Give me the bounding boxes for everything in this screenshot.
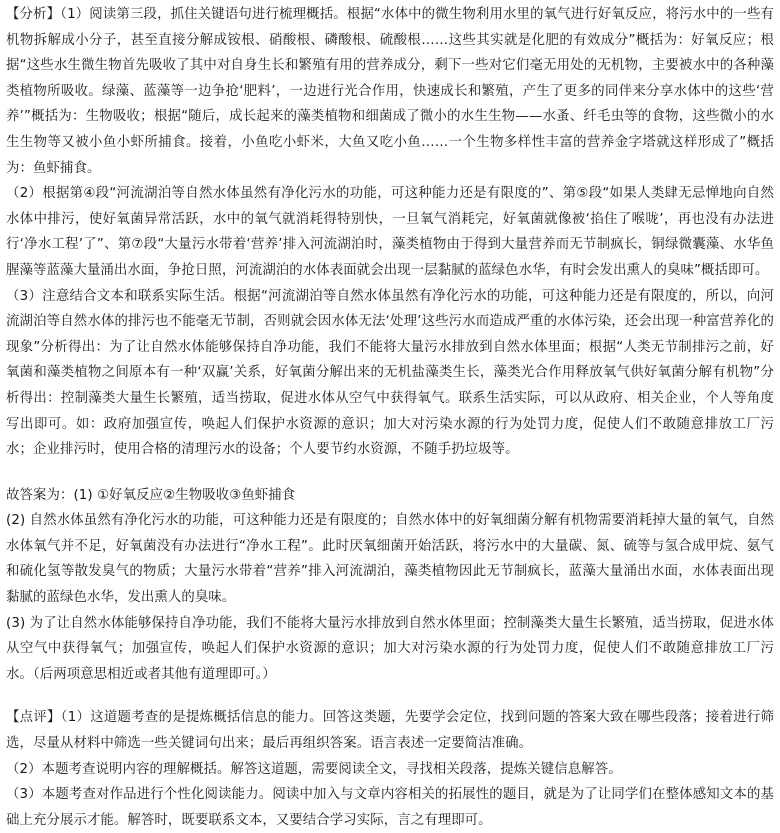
analysis-section [6,2,774,463]
answer-paragraph-3: (3) 为了让自然水体能够保持自净功能，我们不能将大量污水排放到自然水体里面；控制藻类大量生长繁殖，适当捞取，促进水体从空气中获得氧气；加强宣传，唤起人们保护水资源的意识；加大对污染水源的行为处罚力度，促使人们不敢随意排放工厂污水。（后两项意思相近或者其他有道理即可。） [6,615,774,682]
section-divider [6,463,774,483]
answer-section [6,483,774,688]
comment-paragraph-2: （2）本题考查说明内容的理解概括。解答这道题，需要阅读全文，寻找相关段落，提炼关键信息解答。 [6,761,622,777]
comment-section [6,705,774,833]
answer-paragraph-2: (2) 自然水体虽然有净化污水的功能，可这种能力还是有限度的；自然水体中的好氧细菌分解有机物需要消耗掉大量的氧气，自然水体氧气并不足，好氧菌没有办法进行“净水工程”。此时厌氧细菌开始活跃，将污水中的大量碳、氮、硫等与氢合成甲烷、氨气和硫化氢等散发臭气的物质；大量污水带着“营养”排入河流湖泊，藻类植物因此无节制疯长，蓝藻大量涌出水面，水体表面出现黏腻的蓝绿色水华，发出熏人的臭味。 [6,513,774,606]
answer-paragraph-1: 故答案为：(1) ①好氧反应②生物吸收③鱼虾捕食 [6,487,296,503]
comment-paragraph-1: 【点评】（1）这道题考查的是提炼概括信息的能力。回答这类题，先要学会定位，找到问题的答案大致在哪些段落；接着进行筛选，尽量从材料中筛选一些关键词句出来；最后再组织答案。语言表述一定要简洁准确。 [6,710,774,752]
comment-paragraph-3: （3）本题考查对作品进行个性化阅读能力。阅读中加入与文章内容相关的拓展性的题目，就是为了让同学们在整体感知文本的基础上充分展示才能。解答时，既要联系文本，又要结合学习实际，言之有理即可。 [6,787,774,828]
analysis-paragraph-1: 【分析】（1）阅读第三段，抓住关键语句进行梳理概括。根据“水体中的微生物利用水里的氧气进行好氧反应，将污水中的一些有机物拆解成小分子，甚至直接分解成铵根、硝酸根、磷酸根、硫酸根……这些其实就是化肥的有效成分”概括为：好氧反应；根据“这些水生微生物首先吸收了其中对自身生长和繁殖有用的营养成分，剩下一些对它们毫无用处的无机物，主要被水中的各种藻类植物所吸收。绿藻、蓝藻等一边争抢‘肥料’，一边进行光合作用，快速成长和繁殖，产生了更多的同伴来分享水体中的这些‘营养’”概括为：生物吸收；根据“随后，成长起来的藻类植物和细菌成了微小的水生生物——水蚤、纤毛虫等的食物，这些微小的水生生物等又被小鱼小虾所捕食。接着，小鱼吃小虾米，大鱼又吃小鱼……一个生物多样性丰富的营养金字塔就这样形成了”概括为：鱼虾捕食。 [6,7,774,176]
analysis-paragraph-3: （3）注意结合文本和联系实际生活。根据“河流湖泊等自然水体虽然有净化污水的功能，可这种能力还是有限度的，所以，向河流湖泊等自然水体的排污也不能毫无节制，否则就会因水体无法‘处理’这些污水而造成严重的水体污染，还会出现一种富营养化的现象”分析得出：为了让自然水体能够保持自净功能，我们不能将大量污水排放到自然水体里面；根据“人类无节制排污之前，好氧菌和藻类植物之间原本有一种‘双赢’关系，好氧菌分解出来的无机盐藻类生长，藻类光合作用释放氧气供好氧菌分解有机物”分析得出：控制藻类大量生长繁殖，适当捞取，促进水体从空气中获得氧气。联系生活实际，可以从政府、相关企业，个人等角度写出即可。如：政府加强宣传，唤起人们保护水资源的意识；加大对污染水源的行为处罚力度，促使人们不敢随意排放工厂污水；企业排污时，使用合格的清理污水的设备；个人要节约水资源，不随手扔垃圾等。 [6,288,774,458]
section-divider [6,687,774,705]
analysis-paragraph-2: （2）根据第④段“河流湖泊等自然水体虽然有净化污水的功能，可这种能力还是有限度的”、第⑤段“如果人类肆无忌惮地向自然水体中排污，使好氧菌异常活跃，水中的氧气就消耗得特别快，一旦氧气消耗完，好氧菌就像被‘掐住了喉咙’，再也没有办法进行‘净水工程’了”、第⑦段“大量污水带着‘营养’排入河流湖泊时，藻类植物由于得到大量营养而无节制疯长，铜绿微囊藻、水华鱼腥藻等蓝藻大量涌出水面，争抢日照，河流湖泊的水体表面就会出现一层黏腻的蓝绿色水华，有时会发出熏人的臭味”概括即可。 [6,186,774,278]
